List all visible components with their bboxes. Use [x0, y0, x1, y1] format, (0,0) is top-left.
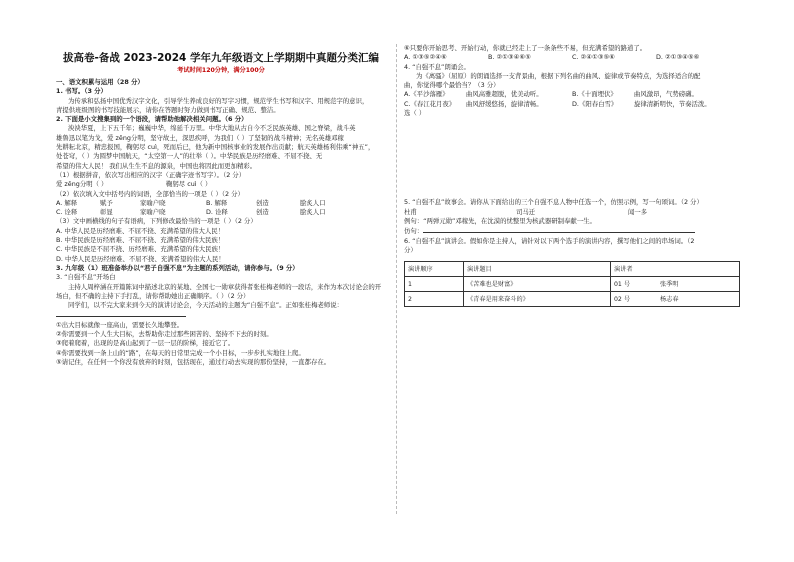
- q5-answer: [404, 226, 740, 236]
- q3-text-line: 场白，但不确的主持下手打乱，请你帮助她出正确顺序。（ ）（2 分）: [56, 291, 250, 300]
- q3-option: C. ②④①③⑤⑥: [572, 53, 615, 62]
- q4-option-title: D.《阳春白雪》: [572, 99, 618, 108]
- q4-option-desc: 曲风激昂，气势磅礴。: [634, 90, 698, 99]
- q3-options: [404, 53, 740, 62]
- option-word: 彰显: [100, 208, 113, 217]
- q2-passage-line: 先耕耘北京，精忠报国，鞠躬尽 cuì，死而后已，他为新中国核事业的发展作出贡献；航天英雄杨利伟乘“神五”，: [56, 143, 375, 152]
- option-word: 脍炙人口: [300, 198, 326, 207]
- speech-table: [404, 261, 740, 307]
- table-cell: 张季明: [657, 277, 740, 292]
- question-2-title: 2. 下面是小文搜集到的一个语段，请帮助他解决相关问题。（6 分）: [56, 115, 248, 124]
- exam-info: 考试时间120分钟，满分100分: [177, 67, 265, 74]
- q1-text-line: 为传承和弘扬中国优秀汉字文化，引导学生养成良好的写字习惯，规范学生书写和汉字、用规范字的意识，: [68, 96, 369, 105]
- q2-sub3-option: C. 中华民族是不屈不挠、历经磨难、充满希望的伟大民族！: [56, 245, 225, 254]
- q2-sub3-option: D. 中华人民是历经磨难、不屈不挠、充满希望的伟大人民！: [56, 254, 225, 263]
- q3-item: ⑥只要你开始思考、开始行动，你就已经走上了一条条些不易，但充满希望的路道了。: [404, 44, 647, 52]
- option-word: 创造: [256, 208, 269, 217]
- q5-name: 杜甫: [404, 207, 417, 216]
- table-header: 演讲题目: [464, 262, 611, 277]
- q4-option-title: B.《十面埋伏》: [572, 90, 617, 99]
- question-3-title: 3. 九年级（1）班准备举办以“君子自强不息”为主题的系列活动，请你参与。（9 分）: [56, 263, 299, 272]
- q2-passage-line: 处苍穹，（ ）为圆梦中国航天，“太空第一人”的壮举（ ）。中华民族是历经磨难、不屈不挠、无: [56, 152, 323, 161]
- q5-answer-blank[interactable]: [423, 226, 695, 233]
- q2-sub3: （3）文中画横线的句子有语病，下列修改最恰当的一项是（ ）（2 分）: [56, 217, 257, 226]
- q4-choice: 选（ ）: [404, 109, 426, 118]
- left-column: [56, 44, 386, 367]
- q3-option: B. ②①③④⑥⑤: [488, 53, 531, 62]
- table-row: [405, 277, 740, 292]
- option-word: 创造: [256, 198, 269, 207]
- table-header: 演讲者: [611, 262, 740, 277]
- q3-option: D. ②①③④⑤⑥: [656, 53, 700, 62]
- column-divider: [396, 44, 397, 514]
- table-cell: 02 号: [611, 292, 658, 307]
- option-label: A. 解释: [56, 198, 78, 207]
- q2-passage-line: 希望的伟大人民！ 我们从生生不息的源泉，中国也将因此而更加精彩。: [56, 161, 257, 170]
- table-cell: 《青春是用来奋斗的》: [464, 292, 611, 307]
- question-5-title: 5. “自强不息”故事会。请你从下面给出的三个自强不息人物中任选一个，仿照示例，写一句颂词。（2 分）: [404, 198, 703, 207]
- table-cell: 01 号: [611, 277, 658, 292]
- option-label: C. 诠释: [56, 208, 78, 217]
- page-title: 拔高卷-备战 2023-2024 学年九年级语文上学期期中真题分类汇编: [63, 52, 379, 64]
- question-6-title: 6. “自强不息”演讲会。假如你是主持人，请针对以下两个选手的演讲内容，撰写他们之间的串场词。（2: [404, 236, 695, 245]
- q5-name: 闻一多: [628, 207, 648, 216]
- q2-sub1-pinyin: [56, 180, 386, 189]
- q5-answer-label: 仿句：: [404, 227, 424, 236]
- answer-blank[interactable]: [56, 310, 386, 320]
- q3-text-line: 同学们，以不完大家来到今天的演讲讨论会，今天活动的主题为“自强不息”。正如张桂梅老师说：: [68, 301, 344, 310]
- table-header: 演讲顺序: [405, 262, 464, 277]
- q2-sub2-option-row: [56, 199, 386, 208]
- table-cell: 《苦难也是财富》: [464, 277, 611, 292]
- q4-option-desc: 曲风舒缓悠扬，旋律清畅。: [466, 99, 543, 108]
- q4-option-title: A.《平沙落雁》: [404, 90, 449, 99]
- q2-sub2-option-row: [56, 208, 386, 217]
- q2-passage-line: 雄鲁迅以笔为戈，爱 zēng分明，坚守故土，深思疾呼，为我们（ ）了坚韧的战斗精神；无名英雄邓稼: [56, 133, 344, 142]
- option-label: B. 解释: [206, 198, 228, 207]
- q5-names: [404, 208, 740, 217]
- option-word: 脍炙人口: [300, 208, 326, 217]
- section-heading: 一、语文积累与运用（28 分）: [56, 78, 144, 86]
- q2-sub3-option: B. 中华民族是历经磨难、不屈不挠、充满希望的伟大民族！: [56, 236, 225, 245]
- q2-sub2: （2）依次填入文中括号内的词语，全部恰当的一项是（ ）（2 分）: [56, 189, 244, 198]
- table-cell: 1: [405, 277, 464, 292]
- q2-sub1: （1）根据拼音，依次写出相应的汉字（正确字迹书写字）。（2 分）: [56, 170, 246, 179]
- option-word: 赋予: [100, 198, 113, 207]
- q5-example: 例句：“两弹元勋”邓稼先，在沈漠的忧整里为核武器研制奉献一生。: [404, 216, 596, 225]
- question-1-title: 1. 书写。（3 分）: [56, 87, 107, 96]
- q3-item: ③爬着爬着，出现的是高山起到了一层一层的阶梯，接近它了。: [56, 339, 235, 348]
- q3-text-line: 主持人周梓涵在开篇陈词中描述北京的某地、全国七一勋章获得者张桂梅老师的一段话，来作为本次讨论会的开: [68, 282, 382, 291]
- q5-name: 司马迁: [516, 207, 536, 216]
- q3-item: ①出大目标就像一座高山，需要长久地攀登。: [56, 320, 184, 329]
- q3-subheading: 3. “自强不息”开场白: [56, 273, 116, 282]
- q4-option-desc: 曲风高雅超脱，优美动听。: [466, 90, 543, 99]
- q3-item: ②你需要到一个人生大目标，去帮助你走过那些困苦的、坚持不下去的时刻。: [56, 330, 273, 339]
- q3-item: ④你需要找到一条上山的“路”，在每天的日常里完成一个小目标，一步步扎实地往上爬。: [56, 348, 305, 357]
- q1-text-line: 青提供班级图的书写技能展示，请你在答题时努力做到书写正确、规范、整洁。: [56, 105, 280, 114]
- q4-option-desc: 旋律清新明快，节奏活泼。: [634, 99, 711, 108]
- q2-sub3-option: A. 中华人民是历经磨难、不屈不挠、充满希望的伟大人民！: [56, 226, 225, 235]
- q4-option-row: [404, 100, 740, 109]
- option-word: 家喻户晓: [140, 208, 166, 217]
- q4-option-row: [404, 90, 740, 99]
- question-4-title: 4. “自强不息”朗诵会。: [404, 62, 470, 71]
- q4-text-line: 曲，你觉得哪个最恰当？（3 分）: [404, 81, 500, 90]
- table-row: [405, 292, 740, 307]
- option-word: 家喻户晓: [140, 198, 166, 207]
- q4-option-title: C.《春江花月夜》: [404, 99, 456, 108]
- table-cell: 2: [405, 292, 464, 307]
- question-6-title-cont: 分）: [404, 245, 417, 254]
- table-cell: 杨志春: [657, 292, 740, 307]
- q2-passage-line: 泱泱华夏，上下五千年；巍巍中华，绵延千万里。中华大地从古自今不乏民族英雄、国之脊梁，战斗英: [68, 124, 356, 133]
- right-column: [404, 44, 740, 307]
- pinyin-item: 鞠躬尽 cuì（ ）: [166, 180, 212, 189]
- q3-option: A. ①③⑤②④⑥: [404, 53, 447, 62]
- table-header-row: [405, 262, 740, 277]
- q3-item: ⑤请记住，在任何一个你没有放弃的时刻，包括现在，通过行动去实现的那份坚持，一直都存在。: [56, 357, 331, 366]
- pinyin-item: 爱 zēng分明（ ）: [56, 180, 108, 189]
- q4-text-line: 为《离骚》（屈原）的朗诵选择一支背景曲，根据下列名曲的曲风、旋律或节奏特点，为选择适合的配: [416, 71, 701, 80]
- option-label: D. 诠释: [206, 208, 228, 217]
